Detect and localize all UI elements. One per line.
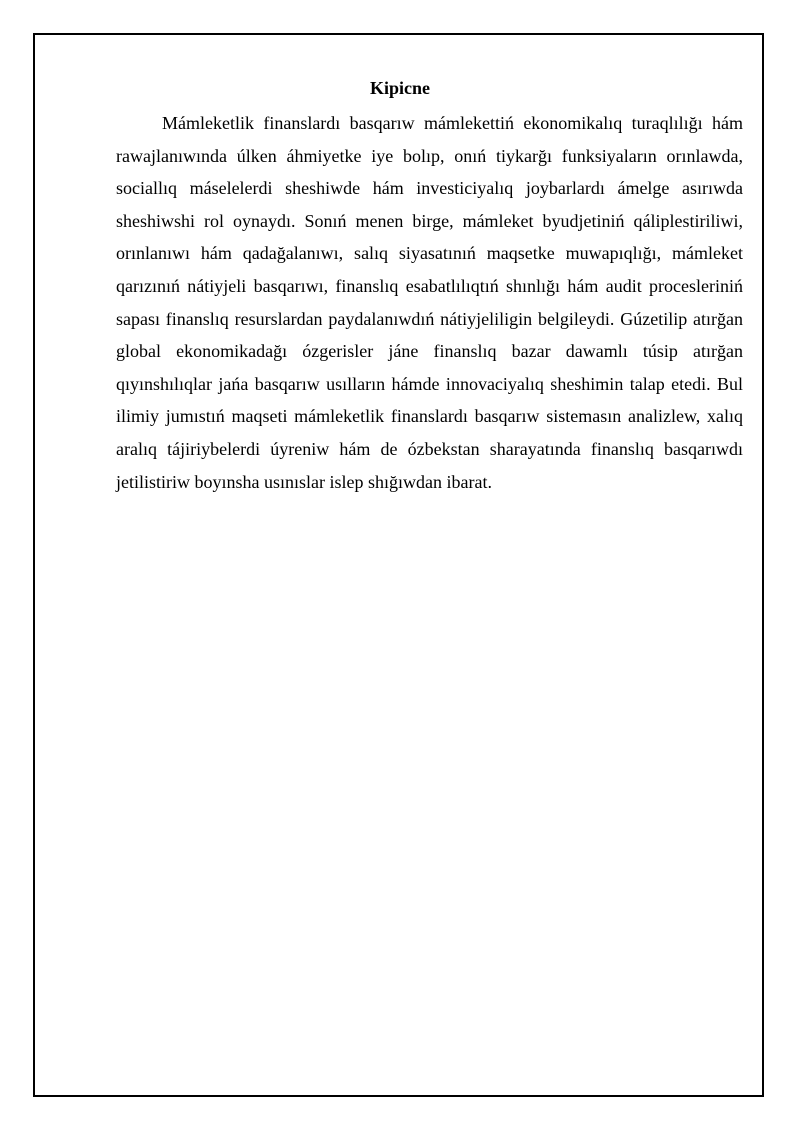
document-title: Kipicne: [369, 78, 430, 98]
document-paragraph: Mámleketlik finanslardı basqarıw mámlekettiń ekonomikalıq turaqlılığı hám rawajlanıwında úlken áhmiyetke iye bolıp, onıń tiykarğı funksiyaların orınlawda, sociallıq máselelerdi sheshiwde hám investiciyalıq joybarlardı ámelge asırıwda sheshiwshi rol oynaydı. Sonıń menen birge, mámleket byudjetiniń qáliplestiriliwi, orınlanıwı hám qadağalanıwı, salıq siyasatınıń maqsetke muwapıqlığı, mámleket qarızınıń nátiyjeli basqarıwı, finanslıq esabatlılıqtıń shınlığı hám audit procesleriniń sapası finanslıq resurslardan paydalanıwdıń nátiyjeliligin belgileydi. Gúzetilip atırğan global ekonomikadağı ózgerisler jáne finanslıq bazar dawamlı túsip atırğan qıyınshılıqlar jańa basqarıw usılların hámde innovaciyalıq sheshimin talap etedi. Bul ilimiy jumıstıń maqseti mámleketlik finanslardı basqarıw sistemasın analizlew, xalıq aralıq tájiriybelerdi úyreniw hám de ózbekstan sharayatında finanslıq basqarıwdı jetilistiriw boyınsha usınıslar islep shığıwdan ibarat.: [116, 113, 743, 492]
